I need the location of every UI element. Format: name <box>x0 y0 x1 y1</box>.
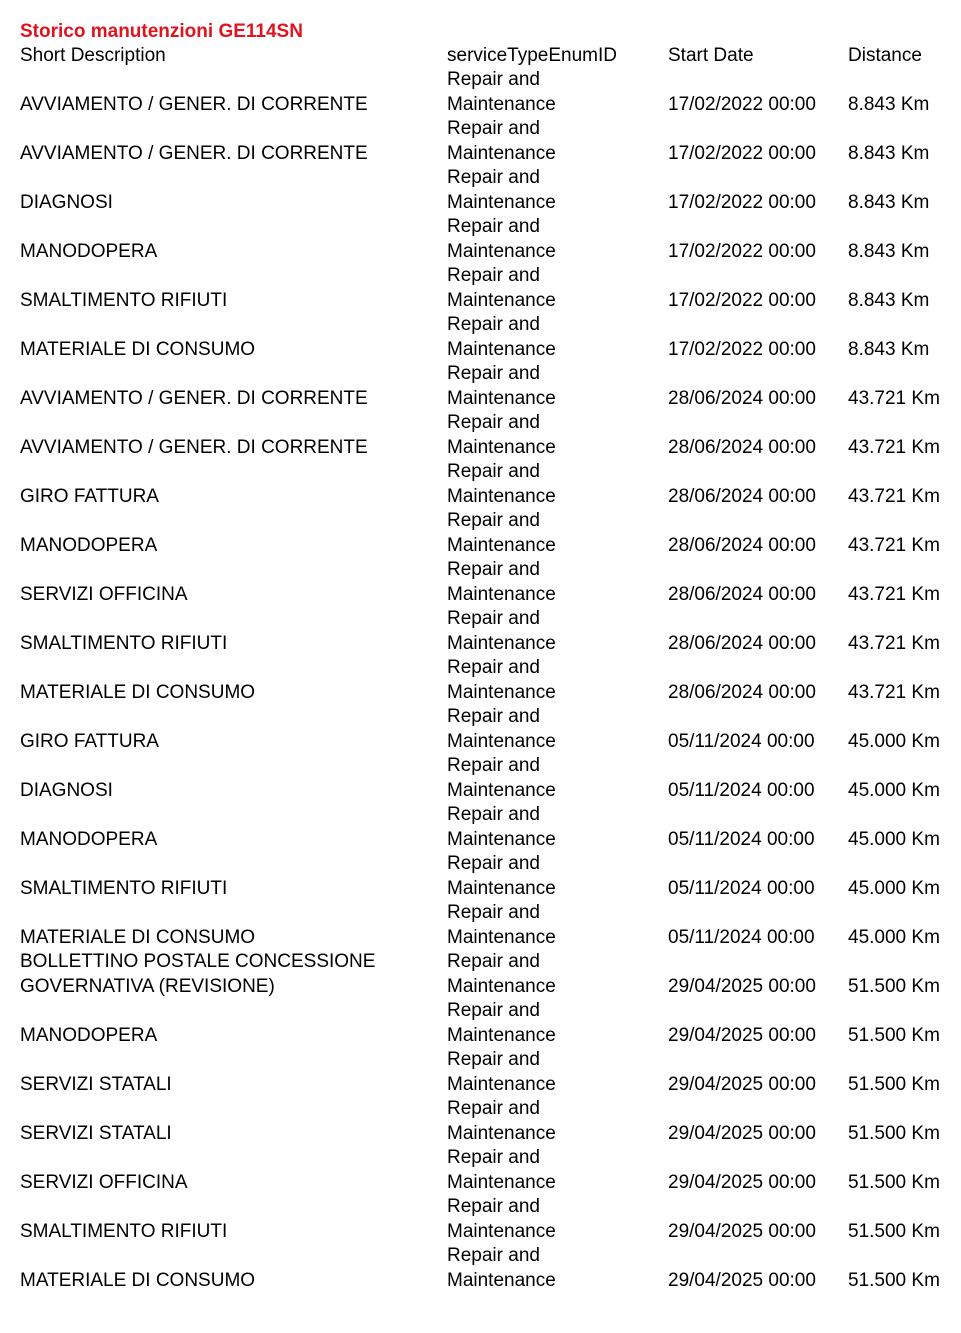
cell-start-date: 28/06/2024 00:00 <box>668 485 816 507</box>
cell-service-type <box>447 264 668 313</box>
service-type-line-2: Maintenance <box>447 534 556 556</box>
description-line-2: GOVERNATIVA (REVISIONE) <box>20 975 275 997</box>
service-type-line-1: Repair and <box>447 1000 540 1021</box>
cell-service-type <box>447 411 668 460</box>
cell-short-description: DIAGNOSI <box>20 779 113 801</box>
cell-distance: 45.000 Km <box>848 730 940 752</box>
table-row <box>20 117 950 166</box>
service-type-line-2: Maintenance <box>447 926 556 948</box>
service-type-line-1: Repair and <box>447 314 540 335</box>
cell-distance: 43.721 Km <box>848 681 940 703</box>
cell-distance: 43.721 Km <box>848 632 940 654</box>
cell-start-date: 05/11/2024 00:00 <box>668 779 815 801</box>
cell-distance: 43.721 Km <box>848 436 940 458</box>
table-row <box>20 362 950 411</box>
description-line-1: BOLLETTINO POSTALE CONCESSIONE <box>20 951 376 972</box>
cell-service-type <box>447 509 668 558</box>
service-type-line-1: Repair and <box>447 118 540 139</box>
cell-short-description: GIRO FATTURA <box>20 485 159 507</box>
cell-service-type <box>447 803 668 852</box>
cell-distance: 45.000 Km <box>848 877 940 899</box>
cell-short-description: MATERIALE DI CONSUMO <box>20 338 256 360</box>
table-row <box>20 803 950 852</box>
cell-short-description: MATERIALE DI CONSUMO <box>20 681 256 703</box>
header-service-type: serviceTypeEnumID <box>447 45 618 66</box>
cell-short-description: SMALTIMENTO RIFIUTI <box>20 877 228 899</box>
cell-start-date: 29/04/2025 00:00 <box>668 975 816 997</box>
document-page <box>20 20 950 1293</box>
cell-service-type <box>447 313 668 362</box>
cell-service-type <box>447 362 668 411</box>
cell-short-description: MANODOPERA <box>20 1024 158 1046</box>
table-row <box>20 607 950 656</box>
service-type-line-1: Repair and <box>447 1147 540 1168</box>
cell-start-date: 29/04/2025 00:00 <box>668 1122 816 1144</box>
table-row <box>20 656 950 705</box>
cell-start-date: 05/11/2024 00:00 <box>668 828 815 850</box>
table-row <box>20 705 950 754</box>
cell-service-type <box>447 901 668 950</box>
service-type-line-2: Maintenance <box>447 191 556 213</box>
table-row <box>20 166 950 215</box>
service-type-line-2: Maintenance <box>447 142 556 164</box>
cell-short-description: AVVIAMENTO / GENER. DI CORRENTE <box>20 142 368 164</box>
cell-distance: 8.843 Km <box>848 191 930 213</box>
service-type-line-2: Maintenance <box>447 1220 556 1242</box>
service-type-line-2: Maintenance <box>447 436 556 458</box>
cell-service-type <box>447 852 668 901</box>
cell-service-type <box>447 215 668 264</box>
service-type-line-1: Repair and <box>447 1196 540 1217</box>
cell-service-type <box>447 68 668 117</box>
service-type-line-2: Maintenance <box>447 730 556 752</box>
cell-start-date: 05/11/2024 00:00 <box>668 926 815 948</box>
cell-short-description: MANODOPERA <box>20 828 158 850</box>
service-type-line-2: Maintenance <box>447 1171 556 1193</box>
cell-service-type <box>447 999 668 1048</box>
cell-start-date: 17/02/2022 00:00 <box>668 338 816 360</box>
cell-start-date: 05/11/2024 00:00 <box>668 730 815 752</box>
cell-service-type <box>447 754 668 803</box>
table-row <box>20 1244 950 1293</box>
cell-short-description <box>20 950 447 999</box>
table-row <box>20 950 950 999</box>
service-type-line-1: Repair and <box>447 461 540 482</box>
service-type-line-2: Maintenance <box>447 877 556 899</box>
service-type-line-2: Maintenance <box>447 1122 556 1144</box>
cell-start-date: 17/02/2022 00:00 <box>668 240 816 262</box>
cell-short-description: DIAGNOSI <box>20 191 113 213</box>
cell-short-description: SMALTIMENTO RIFIUTI <box>20 632 228 654</box>
service-type-line-1: Repair and <box>447 657 540 678</box>
cell-start-date: 28/06/2024 00:00 <box>668 632 816 654</box>
cell-service-type <box>447 1097 668 1146</box>
cell-distance: 51.500 Km <box>848 1073 940 1095</box>
cell-start-date: 29/04/2025 00:00 <box>668 1171 816 1193</box>
cell-service-type <box>447 117 668 166</box>
cell-distance: 8.843 Km <box>848 93 930 115</box>
cell-distance: 43.721 Km <box>848 534 940 556</box>
table-row <box>20 460 950 509</box>
service-type-line-1: Repair and <box>447 951 540 972</box>
cell-service-type <box>447 460 668 509</box>
service-type-line-2: Maintenance <box>447 1073 556 1095</box>
header-distance: Distance <box>848 45 922 66</box>
cell-service-type <box>447 705 668 754</box>
cell-distance: 45.000 Km <box>848 779 940 801</box>
cell-short-description: SERVIZI STATALI <box>20 1073 172 1095</box>
table-row <box>20 852 950 901</box>
cell-short-description: MATERIALE DI CONSUMO <box>20 926 256 948</box>
service-type-line-1: Repair and <box>447 1098 540 1119</box>
cell-service-type <box>447 1195 668 1244</box>
table-row <box>20 1048 950 1097</box>
table-row <box>20 313 950 362</box>
cell-short-description: MANODOPERA <box>20 240 158 262</box>
cell-distance: 8.843 Km <box>848 289 930 311</box>
service-type-line-2: Maintenance <box>447 338 556 360</box>
cell-start-date: 28/06/2024 00:00 <box>668 387 816 409</box>
table-row <box>20 1097 950 1146</box>
service-type-line-2: Maintenance <box>447 583 556 605</box>
cell-short-description: SMALTIMENTO RIFIUTI <box>20 1220 228 1242</box>
table-row <box>20 215 950 264</box>
table-row <box>20 264 950 313</box>
service-type-line-2: Maintenance <box>447 289 556 311</box>
cell-distance: 51.500 Km <box>848 1122 940 1144</box>
cell-start-date: 17/02/2022 00:00 <box>668 142 816 164</box>
service-type-line-2: Maintenance <box>447 632 556 654</box>
cell-distance: 45.000 Km <box>848 828 940 850</box>
service-type-line-1: Repair and <box>447 1049 540 1070</box>
cell-distance: 8.843 Km <box>848 338 930 360</box>
service-type-line-1: Repair and <box>447 1245 540 1266</box>
cell-service-type <box>447 558 668 607</box>
cell-distance: 43.721 Km <box>848 583 940 605</box>
table-row <box>20 1195 950 1244</box>
service-type-line-2: Maintenance <box>447 93 556 115</box>
cell-distance: 51.500 Km <box>848 975 940 997</box>
service-type-line-1: Repair and <box>447 363 540 384</box>
table-row <box>20 411 950 460</box>
cell-distance: 8.843 Km <box>848 240 930 262</box>
cell-short-description: SMALTIMENTO RIFIUTI <box>20 289 228 311</box>
cell-service-type <box>447 1244 668 1293</box>
cell-start-date: 29/04/2025 00:00 <box>668 1220 816 1242</box>
service-type-line-1: Repair and <box>447 412 540 433</box>
cell-service-type <box>447 1146 668 1195</box>
cell-start-date: 28/06/2024 00:00 <box>668 583 816 605</box>
service-type-line-1: Repair and <box>447 608 540 629</box>
cell-distance: 43.721 Km <box>848 485 940 507</box>
cell-distance: 43.721 Km <box>848 387 940 409</box>
table-row <box>20 999 950 1048</box>
service-type-line-1: Repair and <box>447 902 540 923</box>
cell-short-description: AVVIAMENTO / GENER. DI CORRENTE <box>20 436 368 458</box>
table-row <box>20 509 950 558</box>
cell-distance: 51.500 Km <box>848 1220 940 1242</box>
service-type-line-1: Repair and <box>447 216 540 237</box>
cell-distance: 45.000 Km <box>848 926 940 948</box>
cell-short-description: GIRO FATTURA <box>20 730 159 752</box>
cell-short-description: MATERIALE DI CONSUMO <box>20 1269 256 1291</box>
table-row <box>20 754 950 803</box>
service-type-line-2: Maintenance <box>447 828 556 850</box>
service-type-line-1: Repair and <box>447 853 540 874</box>
table-header-row <box>20 44 950 68</box>
cell-service-type <box>447 607 668 656</box>
service-type-line-2: Maintenance <box>447 485 556 507</box>
service-type-line-2: Maintenance <box>447 779 556 801</box>
service-type-line-1: Repair and <box>447 559 540 580</box>
cell-short-description: MANODOPERA <box>20 534 158 556</box>
table-row <box>20 1146 950 1195</box>
cell-short-description: AVVIAMENTO / GENER. DI CORRENTE <box>20 387 368 409</box>
cell-start-date: 29/04/2025 00:00 <box>668 1024 816 1046</box>
service-type-line-1: Repair and <box>447 755 540 776</box>
cell-service-type <box>447 1048 668 1097</box>
cell-distance: 8.843 Km <box>848 142 930 164</box>
service-type-line-1: Repair and <box>447 167 540 188</box>
cell-short-description: SERVIZI OFFICINA <box>20 583 188 605</box>
cell-service-type <box>447 950 668 999</box>
table-row <box>20 558 950 607</box>
cell-start-date: 29/04/2025 00:00 <box>668 1269 816 1291</box>
cell-short-description: SERVIZI OFFICINA <box>20 1171 188 1193</box>
service-type-line-1: Repair and <box>447 265 540 286</box>
cell-start-date: 29/04/2025 00:00 <box>668 1073 816 1095</box>
document-title: Storico manutenzioni GE114SN <box>20 21 303 42</box>
service-type-line-1: Repair and <box>447 706 540 727</box>
cell-service-type <box>447 166 668 215</box>
cell-start-date: 28/06/2024 00:00 <box>668 534 816 556</box>
cell-short-description: SERVIZI STATALI <box>20 1122 172 1144</box>
service-type-line-2: Maintenance <box>447 1024 556 1046</box>
service-type-line-1: Repair and <box>447 510 540 531</box>
service-type-line-2: Maintenance <box>447 1269 556 1291</box>
service-type-line-2: Maintenance <box>447 387 556 409</box>
cell-start-date: 28/06/2024 00:00 <box>668 436 816 458</box>
cell-start-date: 17/02/2022 00:00 <box>668 93 816 115</box>
table-body <box>20 68 950 1293</box>
service-type-line-2: Maintenance <box>447 240 556 262</box>
service-type-line-1: Repair and <box>447 69 540 90</box>
table-row <box>20 901 950 950</box>
cell-start-date: 17/02/2022 00:00 <box>668 191 816 213</box>
header-short-description: Short Description <box>20 45 166 66</box>
cell-distance: 51.500 Km <box>848 1269 940 1291</box>
cell-start-date: 28/06/2024 00:00 <box>668 681 816 703</box>
cell-distance: 51.500 Km <box>848 1171 940 1193</box>
header-start-date: Start Date <box>668 45 754 66</box>
cell-start-date: 05/11/2024 00:00 <box>668 877 815 899</box>
cell-distance: 51.500 Km <box>848 1024 940 1046</box>
service-type-line-2: Maintenance <box>447 681 556 703</box>
cell-start-date: 17/02/2022 00:00 <box>668 289 816 311</box>
cell-service-type <box>447 656 668 705</box>
service-type-line-1: Repair and <box>447 804 540 825</box>
maintenance-table <box>20 44 950 1293</box>
table-row <box>20 68 950 117</box>
cell-short-description: AVVIAMENTO / GENER. DI CORRENTE <box>20 93 368 115</box>
service-type-line-2: Maintenance <box>447 975 556 997</box>
